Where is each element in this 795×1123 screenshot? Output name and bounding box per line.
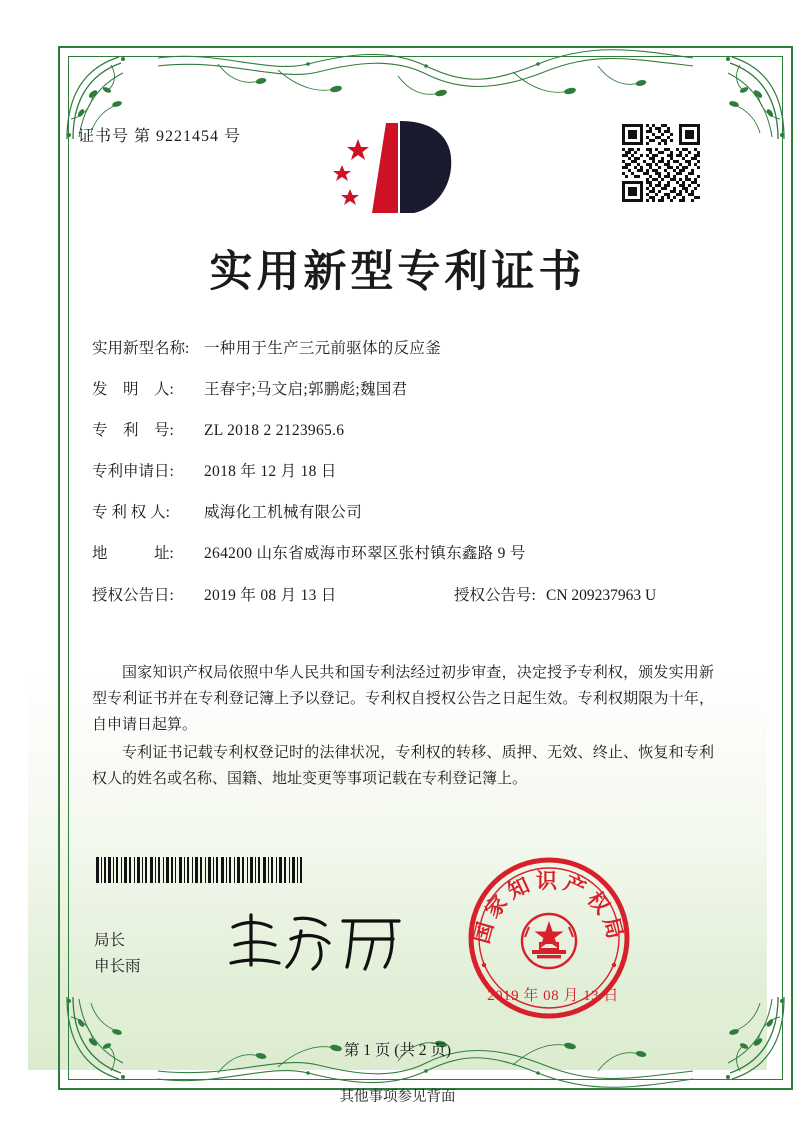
- field-label-secondary: 授权公告号:: [454, 586, 536, 604]
- seal-date: 2019 年 08 月 13 日: [487, 988, 619, 1004]
- field-row-inventor: [92, 381, 717, 400]
- field-value: ZL 2018 2 2123965.6: [204, 422, 345, 440]
- field-value-secondary: CN 209237963 U: [546, 586, 657, 604]
- top-vine-ornament-icon: [158, 48, 693, 120]
- field-label: 地 址:: [92, 545, 174, 563]
- page-number: 第 1 页 (共 2 页): [343, 1042, 452, 1059]
- field-row-patent-number: [92, 422, 717, 441]
- signature-title: 局长: [94, 932, 126, 949]
- field-value: 2019 年 08 月 13 日: [204, 586, 337, 604]
- field-label: 授权公告日:: [92, 586, 174, 604]
- field-row-patentee: [92, 504, 717, 523]
- cnipa-logo-icon: [330, 115, 462, 220]
- field-label: 实用新型名称:: [92, 340, 190, 357]
- field-value: 2018 年 12 月 18 日: [204, 463, 337, 481]
- field-row-address: [92, 545, 717, 564]
- legal-text: [92, 660, 714, 794]
- handwritten-signature: [225, 905, 405, 977]
- signature-block: [94, 928, 141, 980]
- field-label: 发 明 人:: [92, 381, 174, 399]
- field-list: [92, 340, 717, 628]
- field-row-grant: [92, 587, 717, 606]
- field-value: 一种用于生产三元前驱体的反应釜: [204, 340, 442, 357]
- field-label: 专利申请日:: [92, 463, 174, 481]
- paragraph-2: 专利证书记载专利权登记时的法律状况，专利权的转移、质押、无效、终止、恢复和专利权人的姓名或名称、国籍、地址变更等事项记载在专利登记簿上。: [92, 745, 714, 787]
- page-title: 实用新型专利证书: [209, 247, 586, 297]
- field-value: 威海化工机械有限公司: [204, 504, 363, 522]
- footer-note: 其他事项参见背面: [339, 1089, 456, 1105]
- certificate-number: 证书号 第 9221454 号: [78, 128, 242, 145]
- paragraph-1: 国家知识产权局依照中华人民共和国专利法经过初步审查，决定授予专利权，颁发实用新型专利证书并在专利登记簿上予以登记。专利权自授权公告之日起生效。专利权期限为十年，自申请日起算。: [92, 665, 714, 733]
- qr-code: [622, 124, 700, 202]
- barcode: [96, 857, 306, 883]
- field-label: 专 利 权 人:: [92, 504, 170, 522]
- field-value: 王春宇;马文启;郭鹏彪;魏国君: [204, 381, 408, 399]
- field-row-name: [92, 340, 717, 359]
- field-value: 264200 山东省威海市环翠区张村镇东鑫路 9 号: [204, 545, 526, 563]
- field-row-application-date: [92, 463, 717, 482]
- field-label: 专 利 号:: [92, 422, 174, 440]
- signature-name: 申长雨: [94, 958, 141, 975]
- svg-text:国家知识产权局: 国家知识产权局: [468, 868, 630, 947]
